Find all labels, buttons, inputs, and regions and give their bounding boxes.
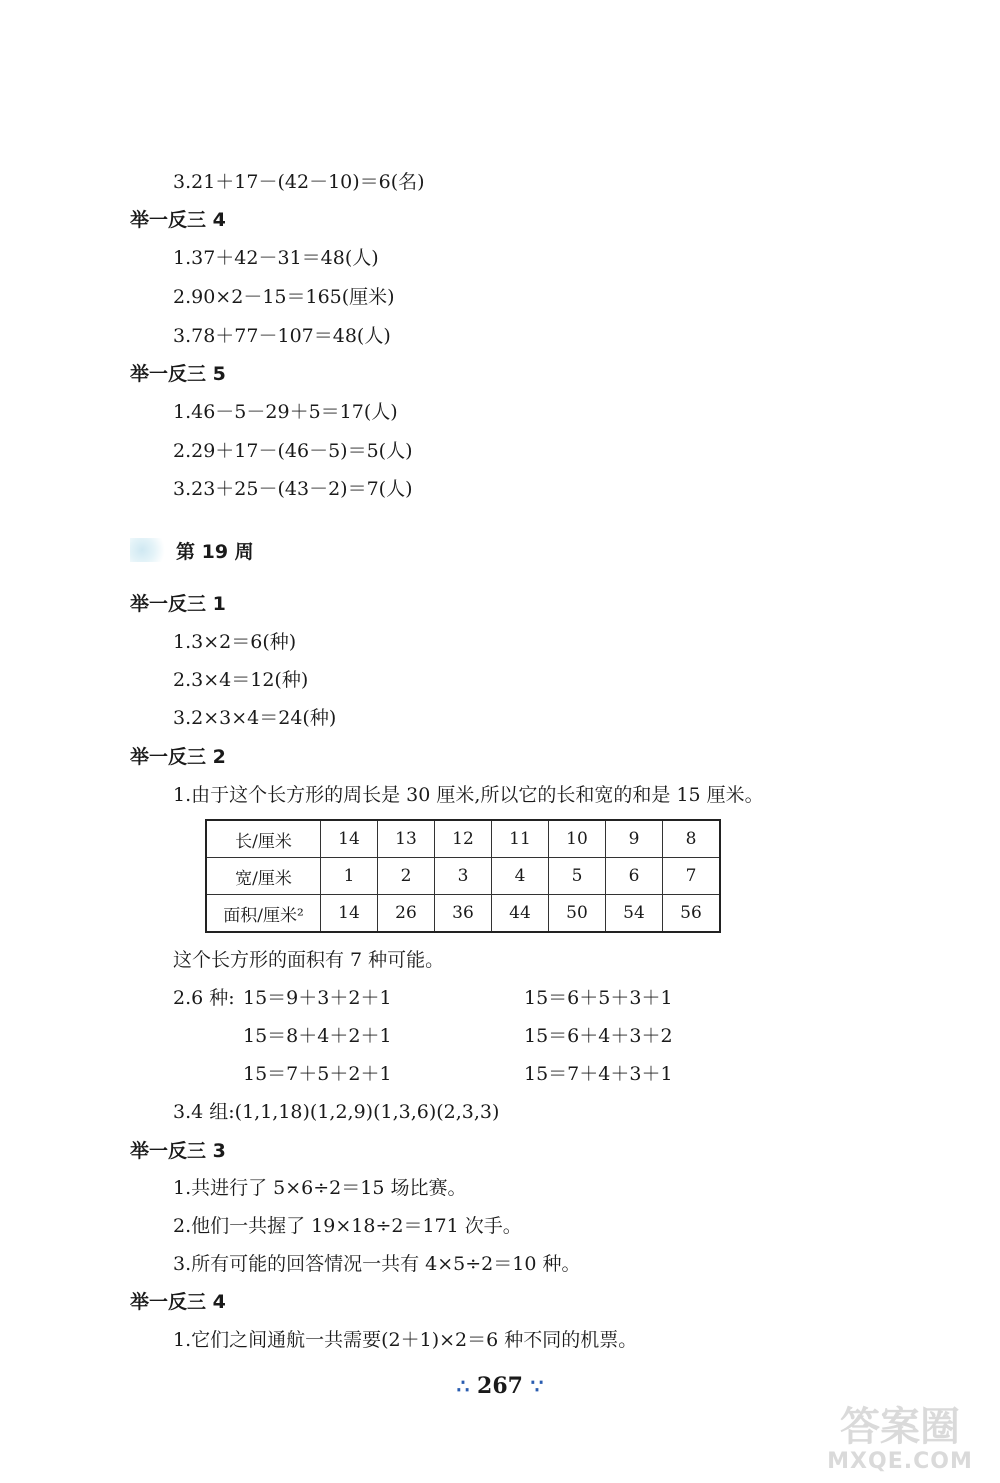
equation-right: 15＝6＋5＋3＋1 [524, 987, 673, 1009]
answer-line: 3.23＋25－(43－2)＝7(人) [173, 478, 413, 500]
answer-line: 2.他们一共握了 19×18÷2＝171 次手。 [173, 1215, 522, 1237]
table-cell: 5 [549, 858, 606, 895]
answer-line: 这个长方形的面积有 7 种可能。 [173, 949, 445, 971]
table-cell: 12 [435, 820, 492, 858]
section-heading: 举一反三 3 [130, 1140, 226, 1162]
answer-line: 3.2×3×4＝24(种) [173, 707, 337, 729]
answer-line: 1.3×2＝6(种) [173, 631, 297, 653]
answer-line: 1.46－5－29＋5＝17(人) [173, 401, 398, 423]
answer-line: 2.6 种: [173, 987, 235, 1009]
row-header: 长/厘米 [206, 820, 321, 858]
answer-line: 1.由于这个长方形的周长是 30 厘米,所以它的长和宽的和是 15 厘米。 [173, 784, 764, 806]
section-heading: 举一反三 4 [130, 1291, 226, 1313]
equation-right: 15＝6＋4＋3＋2 [524, 1025, 673, 1047]
answer-line: 3.78＋77－107＝48(人) [173, 325, 391, 347]
answer-line: 2.90×2－15＝165(厘米) [173, 286, 395, 308]
answer-line: 1.37＋42－31＝48(人) [173, 247, 379, 269]
table-cell: 6 [606, 858, 663, 895]
table-cell: 1 [321, 858, 378, 895]
dots-right-icon: ∵ [530, 1374, 544, 1398]
watermark-top: 答案圈 [840, 1404, 960, 1450]
answer-line: 2.29＋17－(46－5)＝5(人) [173, 440, 413, 462]
table-cell: 4 [492, 858, 549, 895]
answer-line: 2.3×4＝12(种) [173, 669, 309, 691]
section-heading: 举一反三 4 [130, 209, 226, 231]
page-number-text: 267 [477, 1373, 523, 1399]
answer-line: 1.共进行了 5×6÷2＝15 场比赛。 [173, 1177, 467, 1199]
table-row [206, 895, 720, 933]
answer-line: 3.21＋17－(42－10)＝6(名) [173, 171, 425, 193]
table-cell: 8 [663, 820, 721, 858]
watermark-logo [805, 1405, 995, 1480]
answer-line: 3.所有可能的回答情况一共有 4×5÷2＝10 种。 [173, 1253, 581, 1275]
row-header: 宽/厘米 [206, 858, 321, 895]
table-cell: 13 [378, 820, 435, 858]
table-cell: 2 [378, 858, 435, 895]
answer-line: 3.4 组:(1,1,18)(1,2,9)(1,3,6)(2,3,3) [173, 1101, 500, 1123]
table-cell: 7 [663, 858, 721, 895]
table-cell: 11 [492, 820, 549, 858]
equation-left: 15＝8＋4＋2＋1 [243, 1025, 392, 1047]
week-header [130, 535, 254, 565]
table-cell: 56 [663, 895, 721, 933]
week-title: 第 19 周 [176, 540, 254, 563]
page-number [0, 1373, 1000, 1399]
table-cell: 3 [435, 858, 492, 895]
equation-left: 15＝7＋5＋2＋1 [243, 1063, 392, 1085]
table-cell: 10 [549, 820, 606, 858]
dimension-table [205, 819, 721, 933]
dots-left-icon: ∴ [456, 1374, 470, 1398]
table-cell: 54 [606, 895, 663, 933]
table-row [206, 858, 720, 895]
table-cell: 14 [321, 895, 378, 933]
answer-line: 1.它们之间通航一共需要(2＋1)×2＝6 种不同的机票。 [173, 1329, 638, 1351]
table-cell: 14 [321, 820, 378, 858]
table-cell: 50 [549, 895, 606, 933]
watermark-bottom: MXQE.COM [827, 1449, 973, 1474]
row-header: 面积/厘米² [206, 895, 321, 933]
table-cell: 9 [606, 820, 663, 858]
table-row [206, 820, 720, 858]
section-heading: 举一反三 1 [130, 593, 226, 615]
equation-right: 15＝7＋4＋3＋1 [524, 1063, 673, 1085]
section-heading: 举一反三 2 [130, 746, 226, 768]
table-cell: 36 [435, 895, 492, 933]
equation-left: 15＝9＋3＋2＋1 [243, 987, 392, 1009]
week-decoration-icon [130, 538, 170, 562]
table-cell: 44 [492, 895, 549, 933]
table-cell: 26 [378, 895, 435, 933]
section-heading: 举一反三 5 [130, 363, 226, 385]
